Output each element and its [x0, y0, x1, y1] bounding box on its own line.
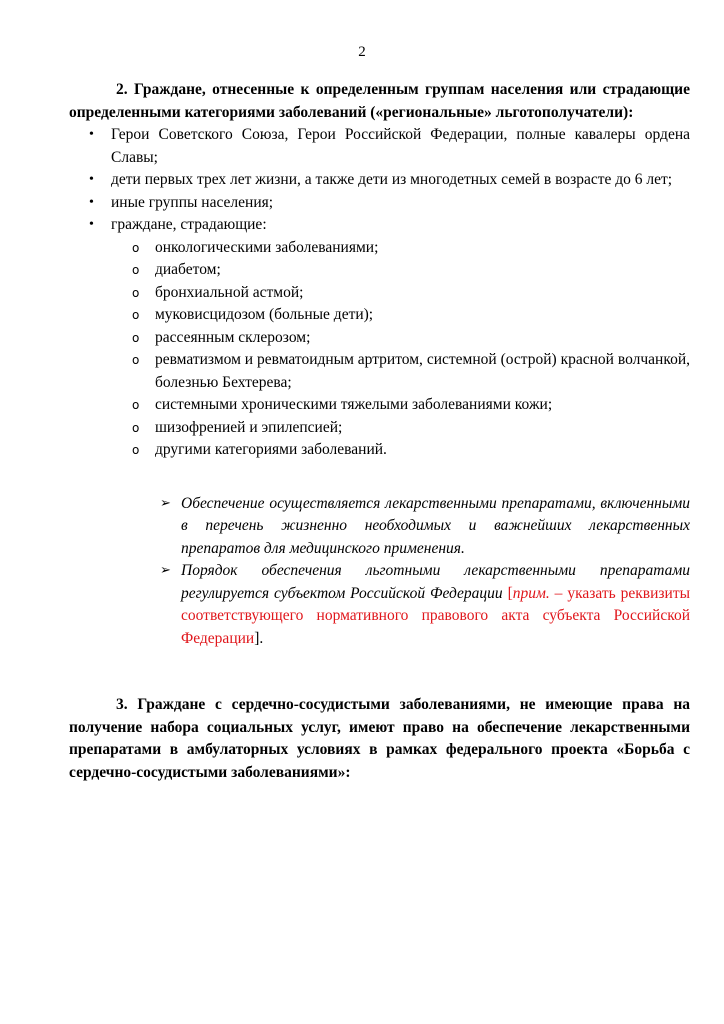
circle-marker: o [132, 240, 140, 255]
section-3-heading: 3. Граждане с сердечно-сосудистыми заболеваниями, не имеющие права на получение набора социальных услуг, имеют право на обеспечение лекарственными препаратами в амбулаторных условиях в рамках федерального проекта «Борьба с сердечно-сосудистыми заболеваниями»: [69, 696, 690, 781]
close-bracket: ]. [254, 629, 264, 647]
arrow-bullet-icon: ➢ [160, 495, 171, 511]
disease-item [111, 259, 690, 282]
beneficiary-groups-list [69, 124, 690, 462]
page-number: 2 [358, 44, 366, 60]
disease-item [111, 304, 690, 327]
open-bracket: [ [507, 584, 513, 602]
bullet-marker: • [89, 194, 94, 210]
note-item [69, 493, 690, 561]
disease-item-text: шизофренией и эпилепсией; [155, 418, 343, 436]
disease-item [111, 349, 690, 394]
annotation-prefix: прим. – [512, 584, 563, 602]
arrow-bullet-icon: ➢ [160, 563, 171, 578]
disease-item [111, 327, 690, 350]
notes-list [69, 493, 690, 651]
diseases-list [111, 237, 690, 462]
bullet-marker: • [89, 172, 94, 187]
disease-item-text: муковисцидозом (больные дети); [155, 306, 374, 323]
circle-marker: o [132, 443, 140, 457]
note-text-procedure: Порядок обеспечения льготными лекарственными препаратами регулируется субъектом Российской Федерации [181, 562, 690, 602]
circle-marker: o [132, 353, 140, 367]
circle-marker: o [132, 308, 140, 322]
note-item [69, 560, 690, 650]
list-item-text: иные группы населения; [111, 193, 274, 211]
disease-item [111, 394, 690, 417]
list-item-text: дети первых трех лет жизни, а также дети из многодетных семей в возрасте до 6 лет; [111, 171, 673, 188]
circle-marker: o [132, 263, 140, 277]
disease-item-text: системными хроническими тяжелыми заболеваниями кожи; [155, 396, 553, 413]
bullet-marker: • [89, 127, 94, 142]
list-item-text: граждане, страдающие: [111, 216, 267, 233]
list-item [69, 192, 690, 215]
disease-item [111, 282, 690, 305]
disease-item-text: ревматизмом и ревматоидным артритом, системной (острой) красной волчанкой, болезнью Бехтерева; [155, 351, 690, 391]
disease-item [111, 417, 690, 440]
circle-marker: o [132, 420, 140, 435]
list-item [69, 214, 690, 462]
document-body [69, 79, 690, 784]
annotation-text: указать реквизиты соответствующего нормативного правового акта субъекта Российской Федерации [181, 584, 691, 647]
bullet-marker: • [89, 217, 94, 232]
circle-marker: o [132, 398, 140, 412]
disease-item-text: другими категориями заболеваний. [155, 441, 387, 458]
disease-item [111, 439, 690, 462]
disease-item-text: диабетом; [155, 261, 221, 278]
list-item [69, 169, 690, 192]
disease-item [111, 237, 690, 260]
section-2-heading: 2. Граждане, отнесенные к определенным группам населения или страдающие определенными категориями заболеваний («региональные» льготополучатели): [69, 81, 690, 121]
disease-item-text: рассеянным склерозом; [155, 328, 311, 346]
list-item [69, 124, 690, 169]
list-item-text: Герои Советского Союза, Герои Российской Федерации, полные кавалеры ордена Славы; [111, 126, 690, 166]
circle-marker: o [132, 285, 140, 300]
circle-marker: o [132, 330, 140, 345]
disease-item-text: онкологическими заболеваниями; [155, 238, 379, 256]
disease-item-text: бронхиальной астмой; [155, 283, 304, 301]
note-text-provision: Обеспечение осуществляется лекарственными препаратами, включенными в перечень жизненно необходимых и важнейших лекарственных препаратов для медицинского применения. [181, 494, 690, 557]
